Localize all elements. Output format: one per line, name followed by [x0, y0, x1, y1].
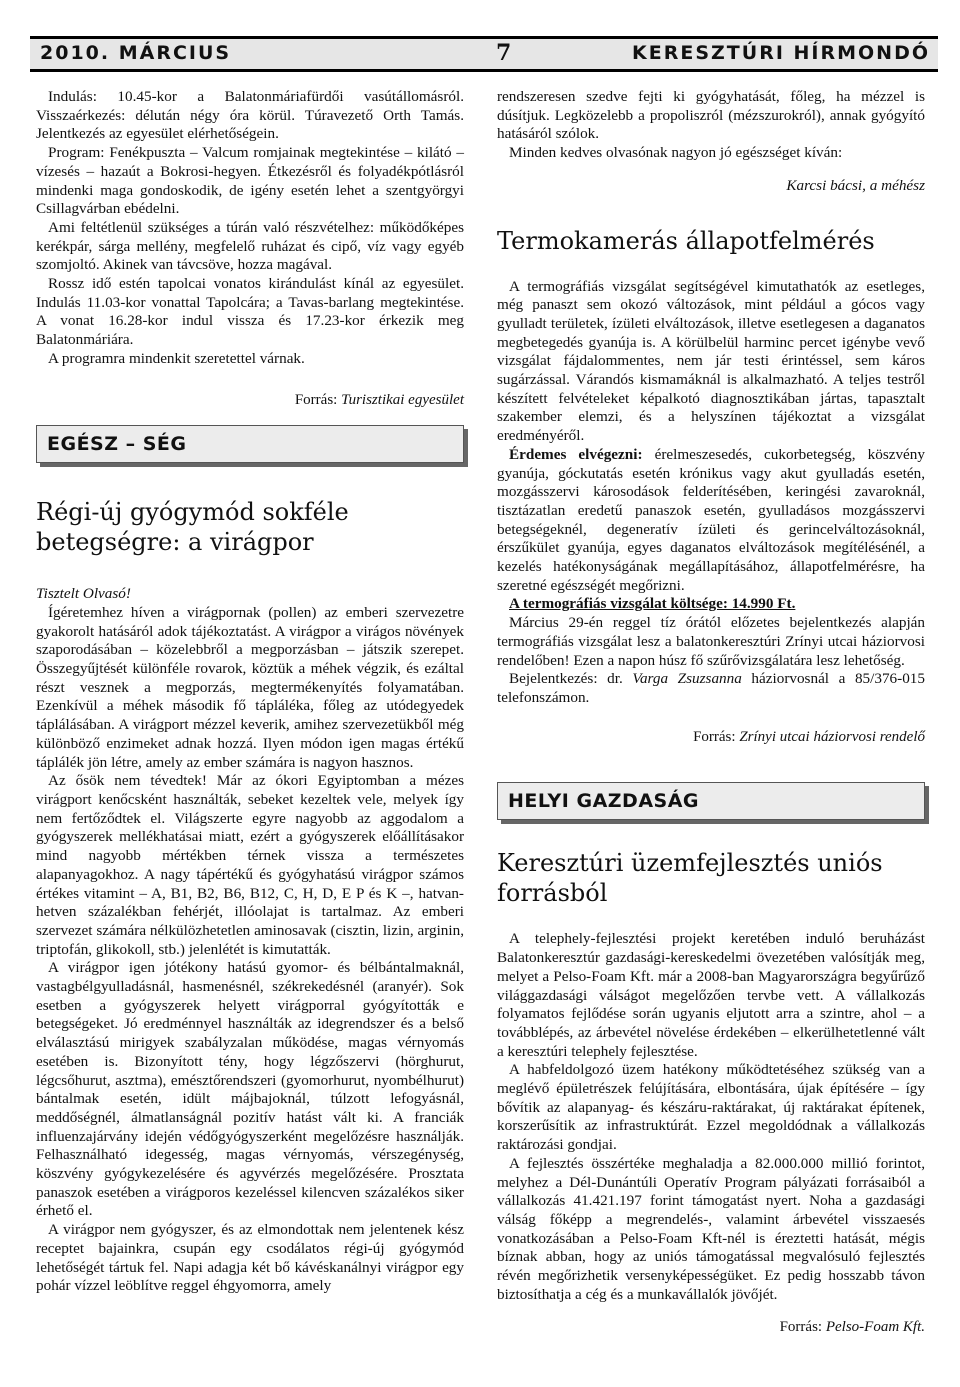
thermo-cost: A termográfiás vizsgálat költsége: 14.990 Ft. [509, 595, 796, 613]
indications-lead: Érdemes elvégezni: [509, 445, 643, 463]
thermo-title: Termokamerás állapotfelmérés [497, 226, 875, 255]
article-paragraph: Az ősök nem tévedtek! Már az ókori Egyiptomban a mézes virágport kenőcsként használták, sebeket kezeltek vele, melyek így nem fertőződtek el. Világszerte egyre nagyobb az aggodalom a gyógyszerek mellékhatásai miatt, ezért a gyógyszerek előállításakor mind nagyobb mértékben térnek vissza a természetes alapanyagokhoz. A nagy tápértékű és gyógyhatású virágpor számos értékes vitamint – A, B1, B2, B6, B12, C, H, D, E P és K –, hatvan-hetven százalékban fehérjét, illóolajat is tartalmaz. Az emberi szervezet számára nélkülözhetetlen aminosavak (cisztin, lizin, arginin, triptofán, glikokoll, stb.) jelenlétét is kimutatták. [36, 772, 464, 958]
section-label-health: EGÉSZ – SÉG [36, 425, 464, 463]
page-header [30, 36, 938, 72]
registration-post: háziorvosnál a 85/376-015 telefonszámon. [497, 670, 925, 706]
thermo-registration [497, 670, 925, 707]
source-name: Pelso-Foam Kft. [825, 1319, 925, 1336]
tour-paragraph: Rossz idő estén tapolcai vonatos kirándulást kínál az egyesület. Indulás 11.03-kor vonattal Tapolcára; a Tavas-barlang megtekintése. A vonat 16.28-kor indul vissza és 17.23-kor érkezik meg Balatonmáriára. [36, 275, 464, 349]
source-label: Forrás: [693, 728, 740, 745]
econ-source [497, 1318, 925, 1337]
econ-paragraph: A fejlesztés összértéke meghaladja a 82.000.000 millió forintot, melyhez a Dél-Dunántúli Operatív Program pályázati forrásaiból a vállalkozás 41.421.197 forint támogatást nyert. Noha a gazdasági válság főképp a megrendelés-, valamint árbevétel visszaesés vonatkozásában a Pelso-Foam Kft-nél is éreztetti hatását, mégis bíznak abban, hogy az uniós támogatással megvalósuló fejlesztés révén megőrizhetik versenyképességüket. Ez pedig hosszabb távon biztosíthatja a cég és a munkavállalók jövőjét. [497, 1154, 925, 1303]
publication-name: KERESZTÚRI HÍRMONDÓ [632, 42, 930, 64]
right-column [497, 88, 925, 1337]
article-paragraph: Ígéretemhez híven a virágpornak (pollen) az emberi szervezetre gyakorolt hatásáról adok tájékoztatást. A virágpor a virágos növények szaporodásában – közelebbről a megporzásban – játszik szerepet. Összegyűjtését különféle rovarok, köztük a méhek végzik, és ezáltal részt vesznek a megporzás, megtermékenyítés folyamatában. Ezenkívül a méhek második fő tápláléka, főleg az utódegyedek táplálásában. A virágport mézzel keverik, amihez szervezetükből még különböző enzimeket adnak hozzá. Ilyen módon igen magas értékű táplálék jön létre, amely az ember számára is nagyon hasznos. [36, 603, 464, 771]
tour-paragraph: A programra mindenkit szeretettel várnak. [48, 349, 305, 367]
source-name: Zrínyi utcai háziorvosi rendelő [739, 728, 925, 745]
signature: Karcsi bácsi, a méhész [786, 176, 925, 194]
source-label: Forrás: [294, 391, 342, 408]
greeting: Tisztelt Olvasó! [36, 585, 131, 603]
continuation-paragraph: rendszeresen szedve fejti ki gyógyhatását, főleg, ha mézzel is dúsítjuk. Legközelebb a propoliszról (mézszurokról), annak gyógyító hatásáról szólok. [497, 88, 925, 143]
issue-date: 2010. MÁRCIUS [40, 42, 232, 64]
tour-source [36, 391, 464, 410]
econ-title: Keresztúri üzemfejlesztés uniós forrásból [497, 849, 883, 908]
econ-paragraph: A habfeldolgozó üzem hatékony működtetéséhez szükség van a meglévő épületrészek felújítására, elbontására, újak építésére – így bővítik az alapanyag- és készáru-raktárakat, új raktárakat építenek, korszerűsítik az infrastruktúrát. Ezzel megoldódnak a vállalkozás raktározási gondjai. [497, 1061, 925, 1154]
source-name: Turisztikai egyesület [341, 391, 464, 408]
thermo-paragraph: Március 29-én reggel tíz órától előzetes bejelentkezés alapján termográfiás vizsgálat lesz a balatonkeresztúri Zrínyi utcai háziorvosi rendelőben! Ezen a napon húsz fő szűrővizsgálatára lesz lehetőség. [497, 614, 925, 669]
tour-paragraph: Indulás: 10.45-kor a Balatonmáriafürdői vasútállomásról. Visszaérkezés: délután négy óra körül. Túravezető Orth Tamás. Jelentkezés az egyesület elérhetőségein. [36, 88, 464, 143]
left-column [36, 88, 464, 1296]
thermo-source [497, 728, 925, 747]
source-label: Forrás: [779, 1319, 826, 1336]
article-paragraph: A virágpor nem gyógyszer, és az elmondottak nem jelentenek kész receptet bajainkra, csupán egy csodálatos régi-új gyógymód lehetőségét tártuk fel. Napi adagja két bő kávéskanálnyi virágpor egy pohár vízzel leöblítve reggel éhgyomorra, amely [36, 1221, 464, 1295]
registration-pre: Bejelentkezés: dr. [509, 670, 633, 688]
page-number: 7 [496, 40, 512, 66]
tour-paragraph: Ami feltétlenül szükséges a túrán való részvételhez: működőképes kerékpár, sárga mellény, megfelelő ruházat és cipő, víz vagy egyéb szomjoltó. Akinek van távcsöve, hozza magával. [36, 218, 464, 274]
article-title: Régi-új gyógymód sokféle betegségre: a virágpor [36, 498, 349, 557]
doctor-name: Varga Zsuzsanna [632, 670, 742, 688]
thermo-paragraph: A termográfiás vizsgálat segítségével kimutathatók az esetleges, még panaszt sem okozó változások, mint például a gócos vagy gyulladt területek, ízületi elváltozások, illetve esetlegesen a daganatos megbetegedés gyanúja is. A körülbelül harminc percet igénybe vevő vizsgálat fájdalommentes, nem jár testi érintéssel, sem káros sugárzással. Várandós kismamáknál is alkalmazható. A teljes testről készített felvételeket képalkotó diagnosztikában jártas, tapasztalt szakember elemzi, és a helyszínen tájékoztat a vizsgálat eredményéről. [497, 277, 925, 445]
article-paragraph: A virágpor igen jótékony hatású gyomor- és bélbántalmaknál, vastagbélgyulladásnál, hasmenésnél, székrekedésnél (aranyér). Sok esetben a gyógyszerek helyett virágporral gyógyították e betegségeket. Jó eredménnyel használták az idegrendszer és a belső elválasztású mirigyek szabályzalan működése, magas vérnyomás esetében is. Bizonyított tény, hogy légzőszervi (hörghurut, légcsőhurut, asztma), emésztőrendszeri (gyomorhurut, nyombélhurut) bántalmak esetén, idült májbajoknál, túlzott lefogyásnál, meddőségnél, álmatlanságnál pozitív hatást vált ki. A franciák influenzajárvány idején védőgyógyszerként megelőzésre használják. Felhasználható idegesség, magas vérnyomás, vérszegénység, köszvény gyógykezelésére és agyvérzés megelőzésére. Prosztata panaszok esetében a virágporos kezeléssel kilencven százalékos siker érhető el. [36, 959, 464, 1220]
indications-text: érelmeszesedés, cukorbetegség, köszvény gyanúja, góckutatás esetén krónikus vagy akut gyulladás esetén, mozgásszervi károsodások felderítésében, keringési zavaroknál, tisztázatlan eredetű panaszok esetén, gyulladásos mozgásszervi betegségeknél, degeneratív ízületi és gerincelváltozásoknál, érszűkület gyanúja, egyes daganatos elváltozások megítélésénél, a kezelés hatékonyságának megállapításához, állapotfelmérésre, ha szeretné egészségét megőrizni. [497, 445, 925, 594]
section-label-economy: HELYI GAZDASÁG [497, 782, 925, 820]
continuation-paragraph: Minden kedves olvasónak nagyon jó egészséget kíván: [509, 144, 843, 162]
thermo-paragraph-indications [497, 446, 925, 596]
econ-paragraph: A telephely-fejlesztési projekt keretében induló beruházást Balatonkeresztúr gazdasági-kereskedelmi övezetében valósítják meg, melyet a Pelso-Foam Kft. már a 2008-ban Magyarországra begyűrűző világgazdasági válságot megelőzően tervbe vett. A vállalkozás folyamatos fejlődése során ugyanis eljutott arra a szintre, ahol – a továbblépés, az árbevétel növelése érdekében – elkerülhetetlenné vált a keresztúri telephely fejlesztése. [497, 930, 925, 1060]
tour-paragraph: Program: Fenékpuszta – Valcum romjainak megtekintése – kilátó – vízesés – hazaút a Bokrosi-hegyen. Étkezésről és folyadékpótlásról mindenki maga gondoskodik, de igény esetén lehet a szentgyörgyi Csillagvárban ebédelni. [36, 144, 464, 218]
